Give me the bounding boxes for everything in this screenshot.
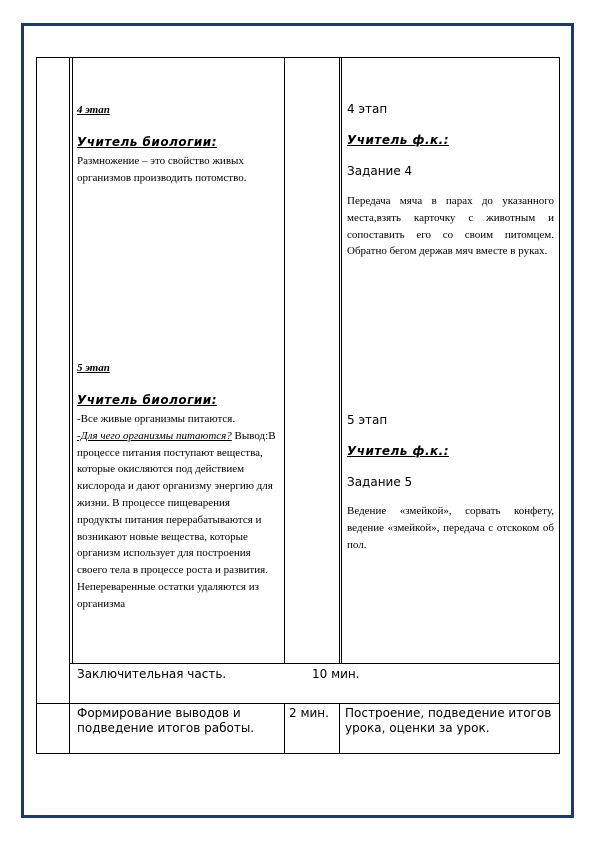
pe-task-5-text: Ведение «змейкой», сорвать конфету, ведение «змейкой», передача с отскоком об пол. (347, 505, 554, 551)
pe-task-4-label: Задание 4 (347, 164, 413, 178)
col-divider-1 (69, 57, 70, 754)
pe-task-4-text: Передача мяча в парах до указанного места,взять карточку с животным и сопоставить его со своим питомцем. Обратно бегом держав мяч вместе в руках. (347, 195, 554, 258)
pe-teacher-heading-5: Учитель ф.к.: (347, 444, 450, 458)
pe-task-5-label: Задание 5 (347, 475, 413, 489)
table-left-border (36, 57, 37, 754)
col-divider-3 (339, 57, 340, 663)
col-divider-3b (341, 57, 342, 663)
biology-teacher-heading-5: Учитель биологии: (77, 393, 217, 407)
col-divider-2 (284, 57, 285, 663)
summary-result: Построение, подведение итогов урока, оценки за урок. (345, 706, 552, 735)
stage-5-text (77, 411, 277, 613)
table-top-border (36, 57, 560, 58)
biology-teacher-heading-4: Учитель биологии: (77, 135, 217, 149)
stage-5-conclusion: Вывод:В процессе питания поступают вещества, которые окисляются под действием кислорода и дают организму энергию для жизни. В процессе пищеварения продукты питания перерабатываются и возникают новые вещества, которые организм использует для построения своего тела в процессе роста и развития. Непереваренные остатки удаляются из организма (77, 429, 276, 610)
stage-4-label: 4 этап (77, 104, 110, 116)
pe-stage-4-label: 4 этап (347, 102, 388, 116)
col-divider-1b (72, 57, 73, 663)
row-divider-2 (36, 703, 560, 704)
col-divider-summary-3 (339, 703, 340, 754)
final-part-label: Заключительная часть. (77, 667, 227, 681)
row-divider-1 (69, 663, 560, 664)
stage-5-question: -Для чего организмы питаются? (77, 429, 232, 442)
pe-stage-5-label: 5 этап (347, 413, 388, 427)
stage-5-label: 5 этап (77, 362, 110, 374)
table-right-border (559, 57, 560, 754)
final-part-duration: 10 мин. (312, 667, 360, 681)
summary-time: 2 мин. (289, 706, 329, 720)
summary-activity: Формирование выводов и подведение итогов работы. (77, 706, 255, 735)
pe-teacher-heading-4: Учитель ф.к.: (347, 133, 450, 147)
stage-5-intro: -Все живые организмы питаются. (77, 413, 236, 425)
col-divider-summary-2 (284, 703, 285, 754)
table-bottom-border (36, 753, 560, 754)
stage-4-text: Размножение – это свойство живых организмов производить потомство. (77, 155, 247, 184)
